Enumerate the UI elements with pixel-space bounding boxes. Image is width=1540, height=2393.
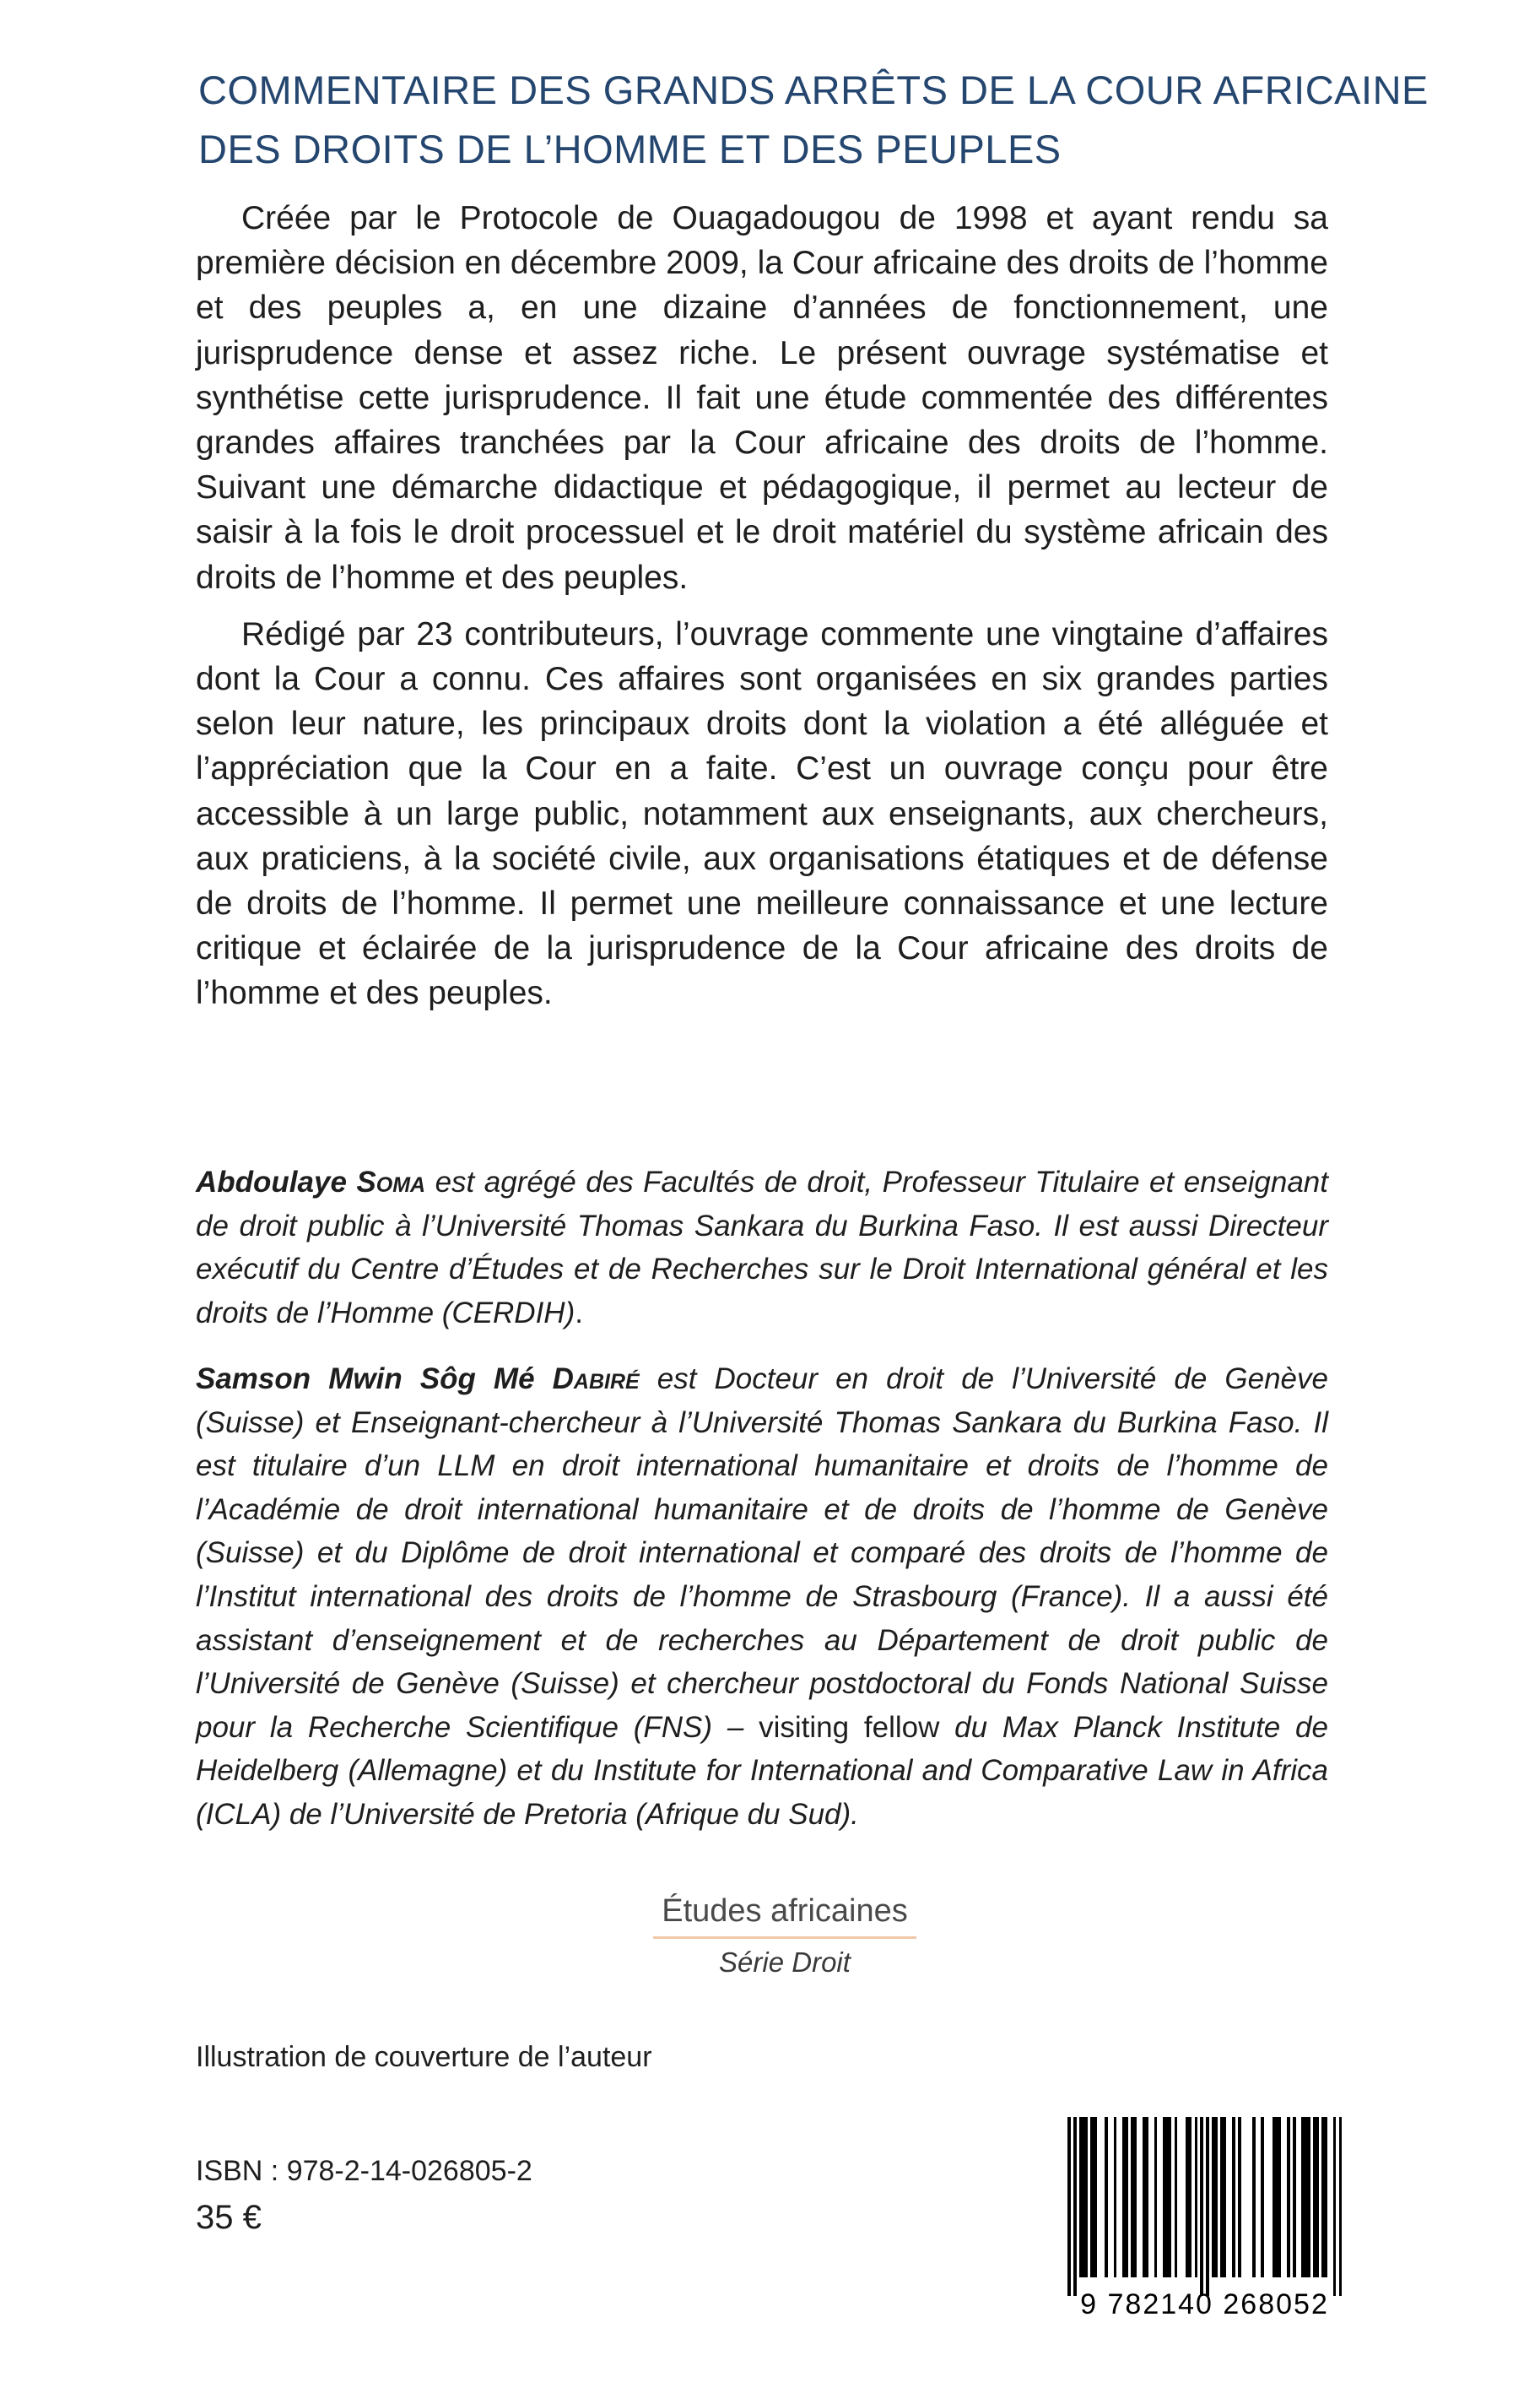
barcode-bar bbox=[1206, 2117, 1209, 2296]
author-first-name: Samson Mwin Sôg Mé bbox=[196, 1362, 535, 1395]
author-last-name: Dabiré bbox=[552, 1362, 640, 1395]
barcode-bar bbox=[1232, 2117, 1235, 2277]
author-bio-text-b: du Max Planck Institute de Heidelberg (Allemagne) et du Institute for International and Comparative Law in Africa (ICLA) de l’Université de Pretoria (Afrique du Sud). bbox=[196, 1710, 1328, 1831]
barcode-bar bbox=[1324, 2117, 1327, 2277]
barcode-bar bbox=[1278, 2117, 1282, 2277]
summary-text bbox=[196, 196, 1328, 1016]
series-subtitle: Série Droit bbox=[719, 1946, 851, 1978]
barcode-bar bbox=[1293, 2117, 1296, 2277]
barcode-bar bbox=[1224, 2117, 1227, 2277]
isbn-barcode bbox=[1059, 2110, 1350, 2338]
barcode-bar bbox=[1114, 2117, 1117, 2277]
price: 35 € bbox=[196, 2199, 262, 2236]
author-bio-dabire bbox=[196, 1357, 1328, 1837]
isbn-number: ISBN : 978-2-14-026805-2 bbox=[196, 2155, 532, 2187]
barcode-bar bbox=[1073, 2117, 1077, 2296]
barcode-bar bbox=[1134, 2117, 1137, 2277]
barcode-bar bbox=[1145, 2117, 1148, 2277]
barcode-bar bbox=[1333, 2117, 1337, 2296]
barcode-bar bbox=[1316, 2117, 1319, 2277]
barcode-bar bbox=[1195, 2117, 1198, 2277]
author-bio-text: est agrégé des Facultés de droit, Professeur Titulaire et enseignant de droit public à l’Université Thomas Sankara du Burkina Faso. Il est aussi Directeur exécutif du Centre d’Études et de Recherches sur le Droit International général et les droits de l’Homme (CERDIH) bbox=[196, 1166, 1328, 1329]
series-logo bbox=[591, 1891, 979, 1979]
barcode-bar bbox=[1067, 2117, 1071, 2296]
author-first-name: Abdoulaye bbox=[196, 1166, 347, 1199]
cover-illustration-credit: Illustration de couverture de l’auteur bbox=[196, 2041, 652, 2073]
barcode-bar bbox=[1339, 2117, 1343, 2296]
visiting-fellow-text: visiting fellow bbox=[759, 1710, 940, 1744]
barcode-bar bbox=[1169, 2117, 1172, 2277]
barcode-bar bbox=[1200, 2117, 1203, 2296]
author-bio-soma bbox=[196, 1161, 1328, 1335]
barcode-bar bbox=[1125, 2117, 1128, 2277]
summary-paragraph-2: Rédigé par 23 contributeurs, l’ouvrage commente une vingtaine d’affaires dont la Cour a connu. Ces affaires sont organisées en six grandes parties selon leur nature, les principaux droits dont la violation a été alléguée et l’appréciation que la Cour en a faite. C’est un ouvrage conçu pour être accessible à un large public, notamment aux enseignants, aux chercheurs, aux praticiens, à la société civile, aux organisations étatiques et de défense de droits de l’homme. Il permet une meilleure connaissance et une lecture critique et éclairée de la jurisprudence de la Cour africaine des droits de l’homme et des peuples. bbox=[196, 615, 1328, 1012]
barcode-bar bbox=[1307, 2117, 1310, 2277]
barcode-bar bbox=[1105, 2117, 1108, 2277]
title-line-1: COMMENTAIRE DES GRANDS ARRÊTS DE LA COUR AFRICAINE bbox=[198, 68, 1429, 112]
series-divider bbox=[653, 1936, 916, 1939]
barcode-bar bbox=[1154, 2117, 1158, 2277]
barcode-digits: 9 782140 268052 bbox=[1080, 2288, 1329, 2320]
author-bio-end: . bbox=[575, 1296, 583, 1329]
barcode-bar bbox=[1252, 2117, 1256, 2277]
barcode-bar bbox=[1261, 2117, 1264, 2277]
barcode-bars bbox=[1067, 2117, 1342, 2277]
author-bio-text-a: est Docteur en droit de l’Université de Genève (Suisse) et Enseignant-chercheur à l’Université Thomas Sankara du Burkina Faso. Il est titulaire d’un LLM en droit international humanitaire et droits de l’homme de l’Académie de droit international humanitaire et de droits de l’homme de Genève (Suisse) et du Diplôme de droit international et comparé des droits de l’homme de l’Institut international des droits de l’homme de Strasbourg (France). Il a aussi été assistant d’enseignement et de recherches au Département de droit public de l’Université de Genève (Suisse) et chercheur postdoctoral du Fonds National Suisse pour la Recherche Scientifique (FNS) – bbox=[196, 1362, 1328, 1744]
author-last-name: Soma bbox=[356, 1166, 426, 1199]
barcode-bar bbox=[1094, 2117, 1097, 2277]
barcode-bar bbox=[1175, 2117, 1178, 2277]
barcode-bar bbox=[1214, 2117, 1218, 2277]
series-name: Études africaines bbox=[662, 1893, 908, 1929]
barcode-bar bbox=[1085, 2117, 1089, 2277]
barcode-bar bbox=[1287, 2117, 1290, 2277]
barcode-bar bbox=[1238, 2117, 1241, 2277]
summary-paragraph-1: Créée par le Protocole de Ouagadougou de 1998 et ayant rendu sa première décision en décembre 2009, la Cour africaine des droits de l’homme et des peuples a, en une dizaine d’années de fonctionnement, une jurisprudence dense et assez riche. Le présent ouvrage systématise et synthétise cette jurisprudence. Il fait une étude commentée des différentes grandes affaires tranchées par la Cour africaine des droits de l’homme. Suivant une démarche didactique et pédagogique, il permet au lecteur de saisir à la fois le droit processuel et le droit matériel du système africain des droits de l’homme et des peuples. bbox=[196, 200, 1328, 596]
title-line-2: DES DROITS DE L’HOMME ET DES PEUPLES bbox=[198, 127, 1062, 171]
book-title bbox=[198, 61, 1429, 179]
barcode-bar bbox=[1189, 2117, 1192, 2277]
